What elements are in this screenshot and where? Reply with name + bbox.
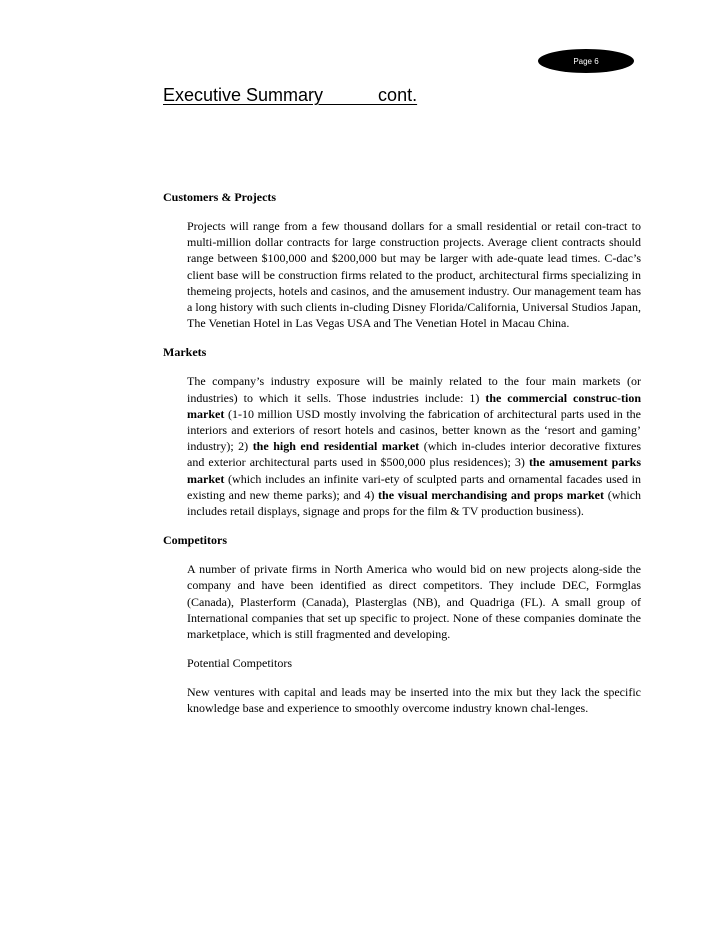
markets-text-2: (1-10 million USD mostly involving the fabrication of architectural parts used in the interiors and exteriors of resort hotels and casinos, better known as the ‘resort and gaming’ industry); 2) [187,406,641,454]
page-number-label: Page 6 [573,56,599,66]
section-heading-customers: Customers & Projects [163,190,277,204]
market-visual-merchandising: the visual merchandising and props market [378,487,605,502]
page-number-badge [538,49,634,73]
markets-text-3: (which in-cludes interior decorative fixtures and exterior architectural parts used in $500,000 plus residences); 3) [187,439,641,470]
market-high-end-residential: the high end residential market [252,439,420,454]
markets-text-4: (which includes an infinite vari-ety of sculpted parts and ornamental facades used in existing and new theme parks); and 4) [187,471,641,502]
page-title: Executive Summary cont. [163,85,418,105]
market-commercial-construction: the commercial construc-tion market [187,390,641,421]
markets-text-5: (which includes retail displays, signage and props for the film & TV production business). [187,487,642,519]
market-amusement-parks: the amusement parks market [187,455,642,486]
markets-text-1: The company’s industry exposure will be mainly related to the four main markets (or industries) to which it sells. Those industries include: 1) [187,374,641,405]
markets-paragraph [187,373,641,519]
document-body [163,189,641,717]
section-heading-competitors: Competitors [163,533,227,548]
competitors-paragraph: A number of private firms in North America who would bid on new projects along-side the company and have been identified as direct competitors. They include DEC, Formglas (Canada), Plasterform (Canada), Plasterglas (NB), and Quadriga (FL). A small group of International companies that set up specific to project. None of these companies dominate the marketplace, which is still fragmented and developing. [187,562,641,642]
customers-paragraph: Projects will range from a few thousand dollars for a small residential or retail con-tract to multi-million dollar contracts for large construction projects. Average client contracts should range between $100,000 and $200,000 but may be larger with ade-quate lead times. C-dac’s client base will be construction firms related to the product, architectural firms specializing in themeing projects, hotels and casinos, and the amusement industry. Our management team has a long history with such clients in-cluding Disney Florida/California, Universal Studios Japan, The Venetian Hotel in Las Vegas USA and The Venetian Hotel in Macau China. [187,219,641,331]
section-heading-markets: Markets [163,345,207,360]
potential-competitors-paragraph: New ventures with capital and leads may be inserted into the mix but they lack the specific knowledge base and experience to smoothly overcome industry known chal-lenges. [187,685,641,716]
potential-competitors-subheading: Potential Competitors [187,656,292,671]
